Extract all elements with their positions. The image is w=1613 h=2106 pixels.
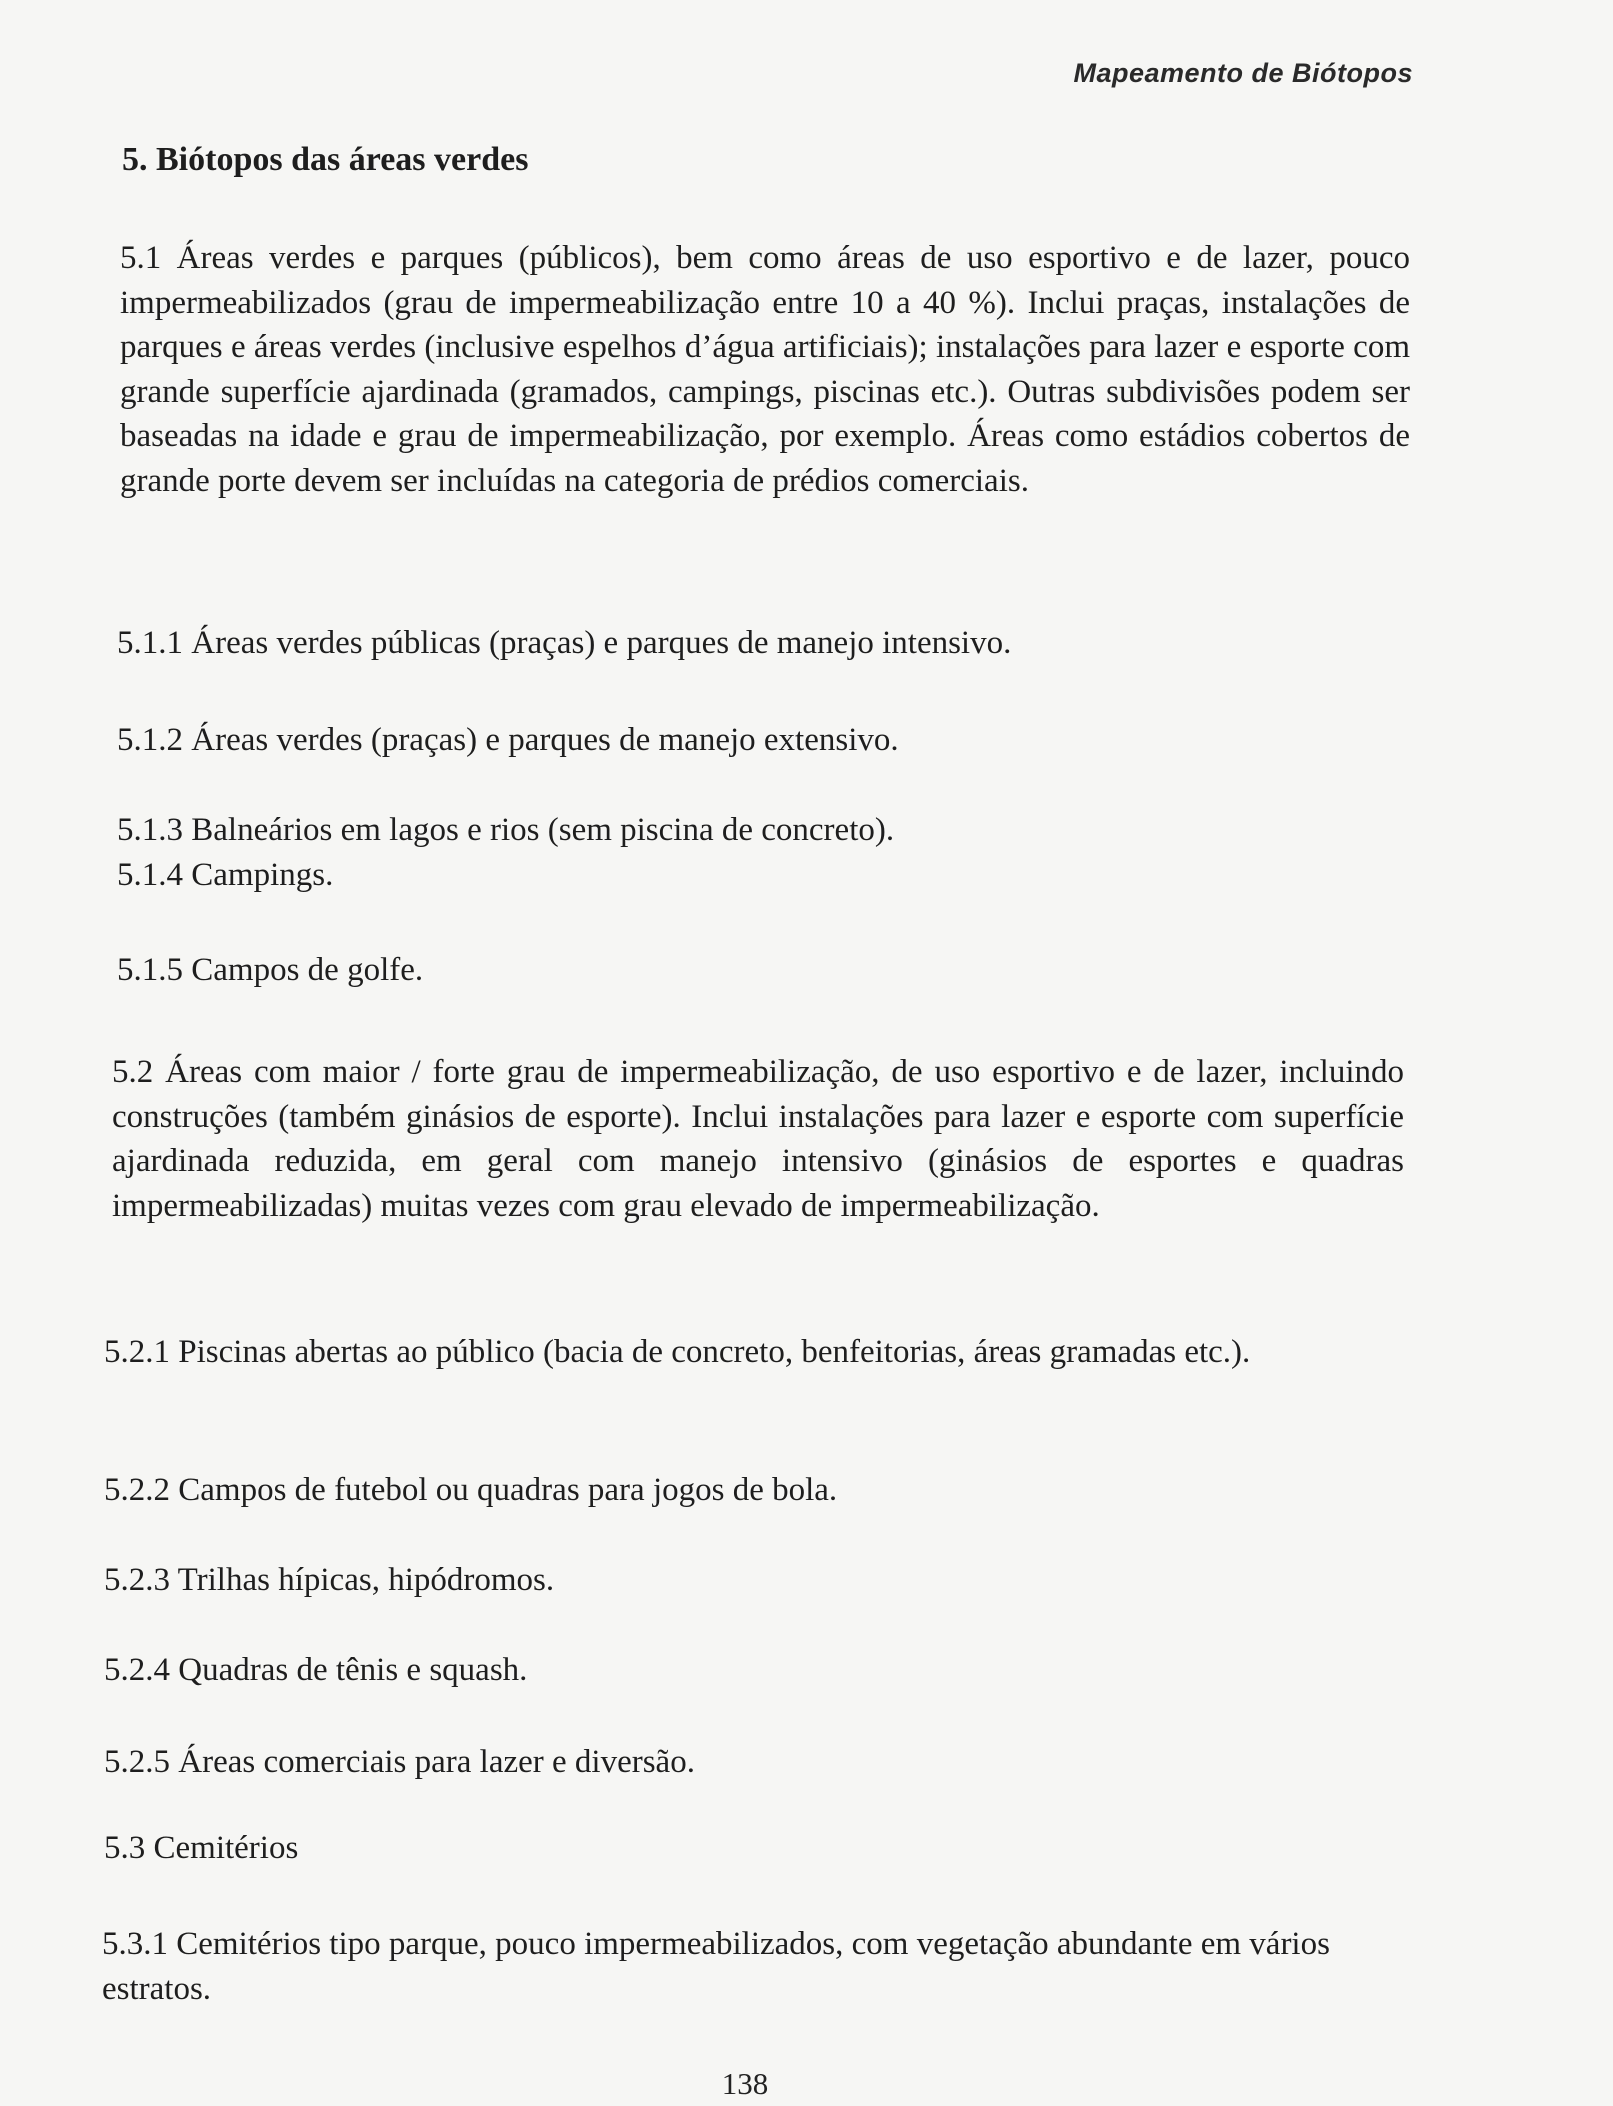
item-5-2-3: 5.2.3 Trilhas hípicas, hipódromos. xyxy=(104,1562,555,1598)
item-5-2-5: 5.2.5 Áreas comerciais para lazer e diversão. xyxy=(104,1744,695,1780)
item-5-1-2: 5.1.2 Áreas verdes (praças) e parques de manejo extensivo. xyxy=(117,722,899,758)
running-head: Mapeamento de Biótopos xyxy=(1073,58,1413,88)
page-number: 138 xyxy=(721,2066,769,2101)
item-5-1-3: 5.1.3 Balneários em lagos e rios (sem piscina de concreto). xyxy=(117,812,895,848)
item-5-3-1: 5.3.1 Cemitérios tipo parque, pouco impermeabilizados, com vegetação abundante em vários estratos. xyxy=(102,1926,1330,2007)
item-5-2-1: 5.2.1 Piscinas abertas ao público (bacia de concreto, benfeitorias, áreas gramadas etc.). xyxy=(104,1334,1251,1370)
item-5-3: 5.3 Cemitérios xyxy=(104,1830,299,1866)
item-5-1-5: 5.1.5 Campos de golfe. xyxy=(117,952,424,988)
paragraph-5-1: 5.1 Áreas verdes e parques (públicos), bem como áreas de uso esportivo e de lazer, pouco impermeabilizados (grau de impermeabilização entre 10 a 40 %). Inclui praças, instalações de parques e áreas verdes (inclusive espelhos d’água artificiais); instalações para lazer e esporte com grande superfície ajardinada (gramados, campings, piscinas etc.). Outras subdivisões podem ser baseadas na idade e grau de impermeabilização, por exemplo. Áreas como estádios cobertos de grande porte devem ser incluídas na categoria de prédios comerciais. xyxy=(120,240,1410,499)
paragraph-5-2: 5.2 Áreas com maior / forte grau de impermeabilização, de uso esportivo e de lazer, incluindo construções (também ginásios de esporte). Inclui instalações para lazer e esporte com superfície ajardinada reduzida, em geral com manejo intensivo (ginásios de esportes e quadras impermeabilizadas) muitas vezes com grau elevado de impermeabilização. xyxy=(112,1054,1404,1224)
item-5-1-4: 5.1.4 Campings. xyxy=(117,857,334,893)
item-5-1-1: 5.1.1 Áreas verdes públicas (praças) e parques de manejo intensivo. xyxy=(117,625,1012,661)
item-5-2-2: 5.2.2 Campos de futebol ou quadras para jogos de bola. xyxy=(104,1472,838,1508)
section-heading: 5. Biótopos das áreas verdes xyxy=(122,141,529,178)
item-5-2-4: 5.2.4 Quadras de tênis e squash. xyxy=(104,1652,528,1688)
